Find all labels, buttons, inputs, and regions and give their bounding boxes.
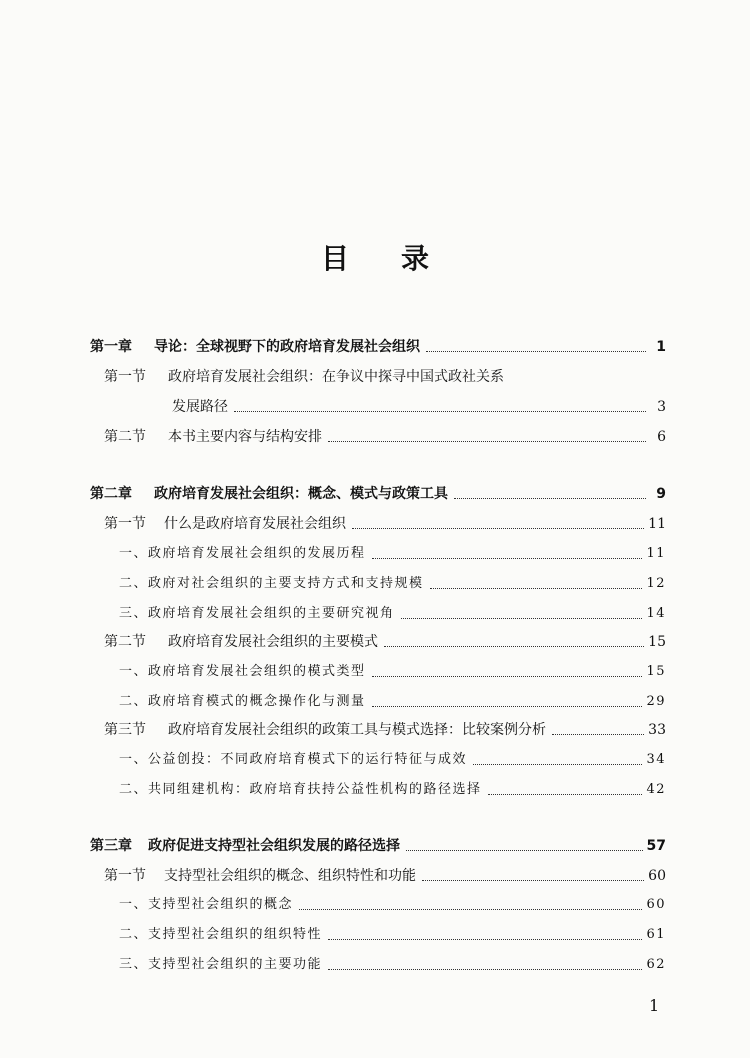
page-ref: 6	[657, 429, 666, 445]
leader-dots	[234, 410, 646, 412]
toc-section-1-2[interactable]	[104, 423, 666, 447]
subsection-title: 二、政府培育模式的概念操作化与测量	[119, 694, 366, 709]
page-ref: 42	[646, 782, 666, 797]
toc-subsection-2-1-2[interactable]	[119, 570, 666, 594]
page-ref: 60	[646, 897, 666, 912]
section-title: 什么是政府培育发展社会组织	[164, 516, 346, 532]
page-ref: 3	[657, 399, 666, 415]
section-title: 政府培育发展社会组织的主要模式	[168, 634, 378, 650]
leader-dots	[372, 557, 643, 559]
toc-heading-char-1: 目	[320, 242, 349, 275]
section-label: 第三节	[104, 722, 146, 738]
leader-dots	[454, 497, 646, 499]
section-title: 支持型社会组织的概念、组织特性和功能	[164, 868, 416, 884]
page-ref: 29	[646, 694, 666, 709]
leader-dots	[328, 938, 642, 940]
toc-section-1-1-continued[interactable]	[172, 393, 666, 417]
toc-heading	[0, 237, 750, 277]
section-label: 第二节	[104, 634, 146, 650]
section-title: 政府培育发展社会组织：在争议中探寻中国式政社关系	[168, 369, 504, 385]
toc-section-2-1[interactable]	[104, 510, 666, 534]
toc-section-2-3[interactable]	[104, 716, 666, 740]
section-label: 第一节	[104, 516, 146, 532]
subsection-title: 二、支持型社会组织的组织特性	[119, 927, 323, 942]
chapter-label: 第一章	[90, 339, 132, 355]
subsection-title: 三、政府培育发展社会组织的主要研究视角	[119, 606, 395, 621]
subsection-title: 一、支持型社会组织的概念	[119, 897, 294, 912]
leader-dots	[426, 350, 646, 352]
leader-dots	[372, 705, 643, 707]
leader-dots	[352, 527, 644, 529]
leader-dots	[488, 793, 643, 795]
subsection-title: 一、公益创投：不同政府培育模式下的运行特征与成效	[119, 752, 468, 767]
toc-subsection-2-1-1[interactable]	[119, 540, 666, 564]
page-ref: 60	[648, 868, 666, 884]
leader-dots	[401, 617, 643, 619]
page-ref: 11	[648, 516, 666, 532]
page-ref: 12	[646, 576, 666, 591]
page-ref: 62	[646, 957, 666, 972]
page-ref: 57	[646, 838, 666, 854]
subsection-title: 二、政府对社会组织的主要支持方式和支持规模	[119, 576, 424, 591]
toc-heading-char-2: 录	[401, 242, 430, 275]
toc-section-3-1[interactable]	[104, 862, 666, 886]
section-title: 本书主要内容与结构安排	[168, 429, 322, 445]
toc-chapter-1[interactable]	[90, 333, 666, 357]
chapter-title: 政府培育发展社会组织：概念、模式与政策工具	[154, 486, 448, 502]
page-ref: 61	[646, 927, 666, 942]
leader-dots	[422, 879, 644, 881]
toc-section-1-1[interactable]	[104, 363, 624, 387]
subsection-title: 一、政府培育发展社会组织的模式类型	[119, 664, 366, 679]
toc-chapter-2[interactable]	[90, 480, 666, 504]
chapter-label: 第二章	[90, 486, 132, 502]
section-label: 第二节	[104, 429, 146, 445]
toc-section-2-2[interactable]	[104, 628, 666, 652]
page-ref: 14	[646, 606, 666, 621]
toc-subsection-2-3-2[interactable]	[119, 776, 666, 800]
toc-subsection-3-1-3[interactable]	[119, 951, 666, 975]
toc-subsection-3-1-2[interactable]	[119, 921, 666, 945]
leader-dots	[328, 440, 646, 442]
page-ref: 1	[656, 339, 666, 355]
subsection-title: 一、政府培育发展社会组织的发展历程	[119, 546, 366, 561]
page-ref: 15	[646, 664, 666, 679]
leader-dots	[372, 675, 643, 677]
section-title: 政府培育发展社会组织的政策工具与模式选择：比较案例分析	[168, 722, 546, 738]
page-ref: 34	[646, 752, 666, 767]
leader-dots	[430, 587, 643, 589]
leader-dots	[299, 908, 642, 910]
toc-subsection-2-1-3[interactable]	[119, 600, 666, 624]
toc-subsection-2-3-1[interactable]	[119, 746, 666, 770]
subsection-title: 二、共同组建机构：政府培育扶持公益性机构的路径选择	[119, 782, 482, 797]
section-label: 第一节	[104, 868, 146, 884]
toc-subsection-2-2-1[interactable]	[119, 658, 666, 682]
leader-dots	[406, 849, 643, 851]
section-label: 第一节	[104, 369, 146, 385]
section-title-continued: 发展路径	[172, 399, 228, 415]
page-ref: 15	[648, 634, 666, 650]
leader-dots	[473, 763, 642, 765]
chapter-label: 第三章	[90, 838, 132, 854]
toc-chapter-3[interactable]	[90, 832, 666, 856]
leader-dots	[384, 645, 644, 647]
toc-subsection-2-2-2[interactable]	[119, 688, 666, 712]
chapter-title: 政府促进支持型社会组织发展的路径选择	[148, 838, 400, 854]
toc-subsection-3-1-1[interactable]	[119, 891, 666, 915]
page-ref: 11	[646, 546, 666, 561]
subsection-title: 三、支持型社会组织的主要功能	[119, 957, 323, 972]
leader-dots	[552, 733, 644, 735]
page-ref: 9	[656, 486, 666, 502]
page-ref: 33	[648, 722, 666, 738]
chapter-title: 导论：全球视野下的政府培育发展社会组织	[154, 339, 420, 355]
leader-dots	[328, 968, 642, 970]
page-number: 1	[649, 996, 660, 1015]
